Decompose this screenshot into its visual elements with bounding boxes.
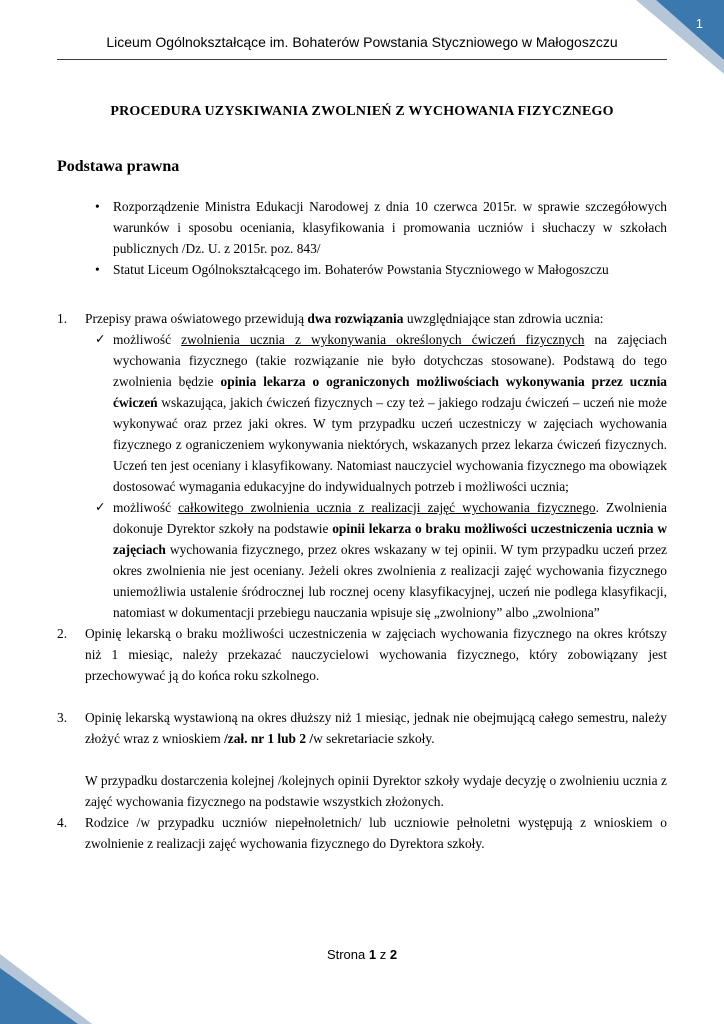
check-item-text: możliwość zwolnienia ucznia z wykonywania określonych ćwiczeń fizycznych na zajęciach wychowania fizycznego (takie rozwiązanie nie było dotychczas stosowane). Podstawą do tego zwolnienia będzie opinia lekarza o ograniczonych możliwościach wykonywania przez ucznia ćwiczeń wskazująca, jakich ćwiczeń fizycznych – czy też – jakiego rodzaju ćwiczeń – uczeń nie może wykonywać oraz przez jaki okres. W tym przypadku uczeń uczestniczy w zajęciach wychowania fizycznego z ograniczeniem wykonywania niektórych, wskazanych przez lekarza ćwiczeń fizycznych. Uczeń ten jest oceniany i klasyfikowany. Natomiast nauczyciel wychowania fizycznego ma obowiązek dostosować wymagania edukacyjne do indywidualnych potrzeb i możliwości ucznia; — [113, 332, 667, 494]
bullet-icon: • — [95, 262, 100, 277]
paragraph-item-1-intro: Przepisy prawa oświatowego przewidują dwa rozwiązania uwzględniające stan zdrowia ucznia: — [85, 311, 604, 326]
item-number: 1. — [57, 311, 68, 326]
numbered-item-body — [85, 623, 667, 686]
header-school-name: Liceum Ogólnokształcące im. Bohaterów Powstania Styczniowego w Małogoszczu — [106, 34, 618, 50]
item-number: 4. — [57, 815, 68, 830]
bullet-icon: • — [95, 199, 100, 214]
page-number-badge: 1 — [695, 16, 703, 31]
document-content — [57, 34, 667, 854]
check-list-item — [85, 329, 667, 497]
footer-page-indicator: Strona 1 z 2 — [326, 947, 398, 962]
page-footer — [0, 947, 724, 962]
numbered-item-body — [85, 812, 667, 854]
list-item-text: Statut Liceum Ogólnokształcącego im. Bohaterów Powstania Styczniowego w Małogoszczu — [113, 262, 609, 277]
numbered-item-3 — [57, 707, 667, 812]
numbered-item-2 — [57, 623, 667, 686]
numbered-item-body — [85, 707, 667, 812]
section-heading-legal-basis: Podstawa prawna — [57, 158, 180, 175]
document-title: PROCEDURA UZYSKIWANIA ZWOLNIEŃ Z WYCHOWANIA FIZYCZNEGO — [110, 104, 614, 119]
list-item — [57, 196, 667, 259]
item-number: 2. — [57, 626, 68, 641]
check-list-item — [85, 497, 667, 623]
procedure-numbered-list — [57, 308, 667, 854]
paragraph-item-4: Rodzice /w przypadku uczniów niepełnoletnich/ lub uczniowie pełnoletni występują z wnioskiem o zwolnienie z realizacji zajęć wychowania fizycznego do Dyrektora szkoły. — [85, 815, 667, 851]
check-icon: ✓ — [95, 500, 106, 514]
paragraph-item-3-continued: W przypadku dostarczenia kolejnej /kolejnych opinii Dyrektor szkoły wydaje decyzję o zwolnieniu ucznia z zajęć wychowania fizycznego na podstawie wszystkich złożonych. — [85, 773, 667, 809]
paragraph-item-2: Opinię lekarską o braku możliwości uczestniczenia w zajęciach wychowania fizycznego na okres krótszy niż 1 miesiąc, należy przekazać nauczycielowi wychowania fizycznego, który zobowiązany jest przechowywać ją do końca roku szkolnego. — [85, 626, 667, 683]
list-item-text: Rozporządzenie Ministra Edukacji Narodowej z dnia 10 czerwca 2015r. w sprawie szczegółowych warunków i sposobu oceniania, klasyfikowania i promowania uczniów i słuchaczy w szkołach publicznych /Dz. U. z 2015r. poz. 843/ — [113, 199, 667, 256]
item-number: 3. — [57, 710, 68, 725]
numbered-item-4 — [57, 812, 667, 854]
legal-basis-list — [57, 196, 667, 280]
check-icon: ✓ — [95, 332, 106, 346]
numbered-item-body — [85, 308, 667, 623]
check-item-text: możliwość całkowitego zwolnienia ucznia z realizacji zajęć wychowania fizycznego. Zwolnienia dokonuje Dyrektor szkoły na podstawie opinii lekarza o braku możliwości uczestniczenia ucznia w zajęciach wychowania fizycznego, przez okres wskazany w tej opinii. W tym przypadku uczeń przez okres zwolnienia nie jest oceniany. Jeżeli okres zwolnienia z realizacji zajęć wychowania fizycznego uniemożliwia ustalenie śródrocznej lub rocznej oceny klasyfikacyjnej, uczeń nie podlega klasyfikacji, natomiast w dokumentacji przebiegu nauczania wpisuje się „zwolniony” albo „zwolniona” — [113, 500, 667, 620]
paragraph-item-3: Opinię lekarską wystawioną na okres dłuższy niż 1 miesiąc, jednak nie obejmującą całego semestru, należy złożyć wraz z wnioskiem /zał. nr 1 lub 2 /w sekretariacie szkoły. — [85, 710, 667, 746]
list-item — [57, 259, 667, 280]
numbered-item-1 — [57, 308, 667, 623]
corner-decoration-bottom-left — [0, 954, 92, 1024]
document-header — [57, 34, 667, 60]
